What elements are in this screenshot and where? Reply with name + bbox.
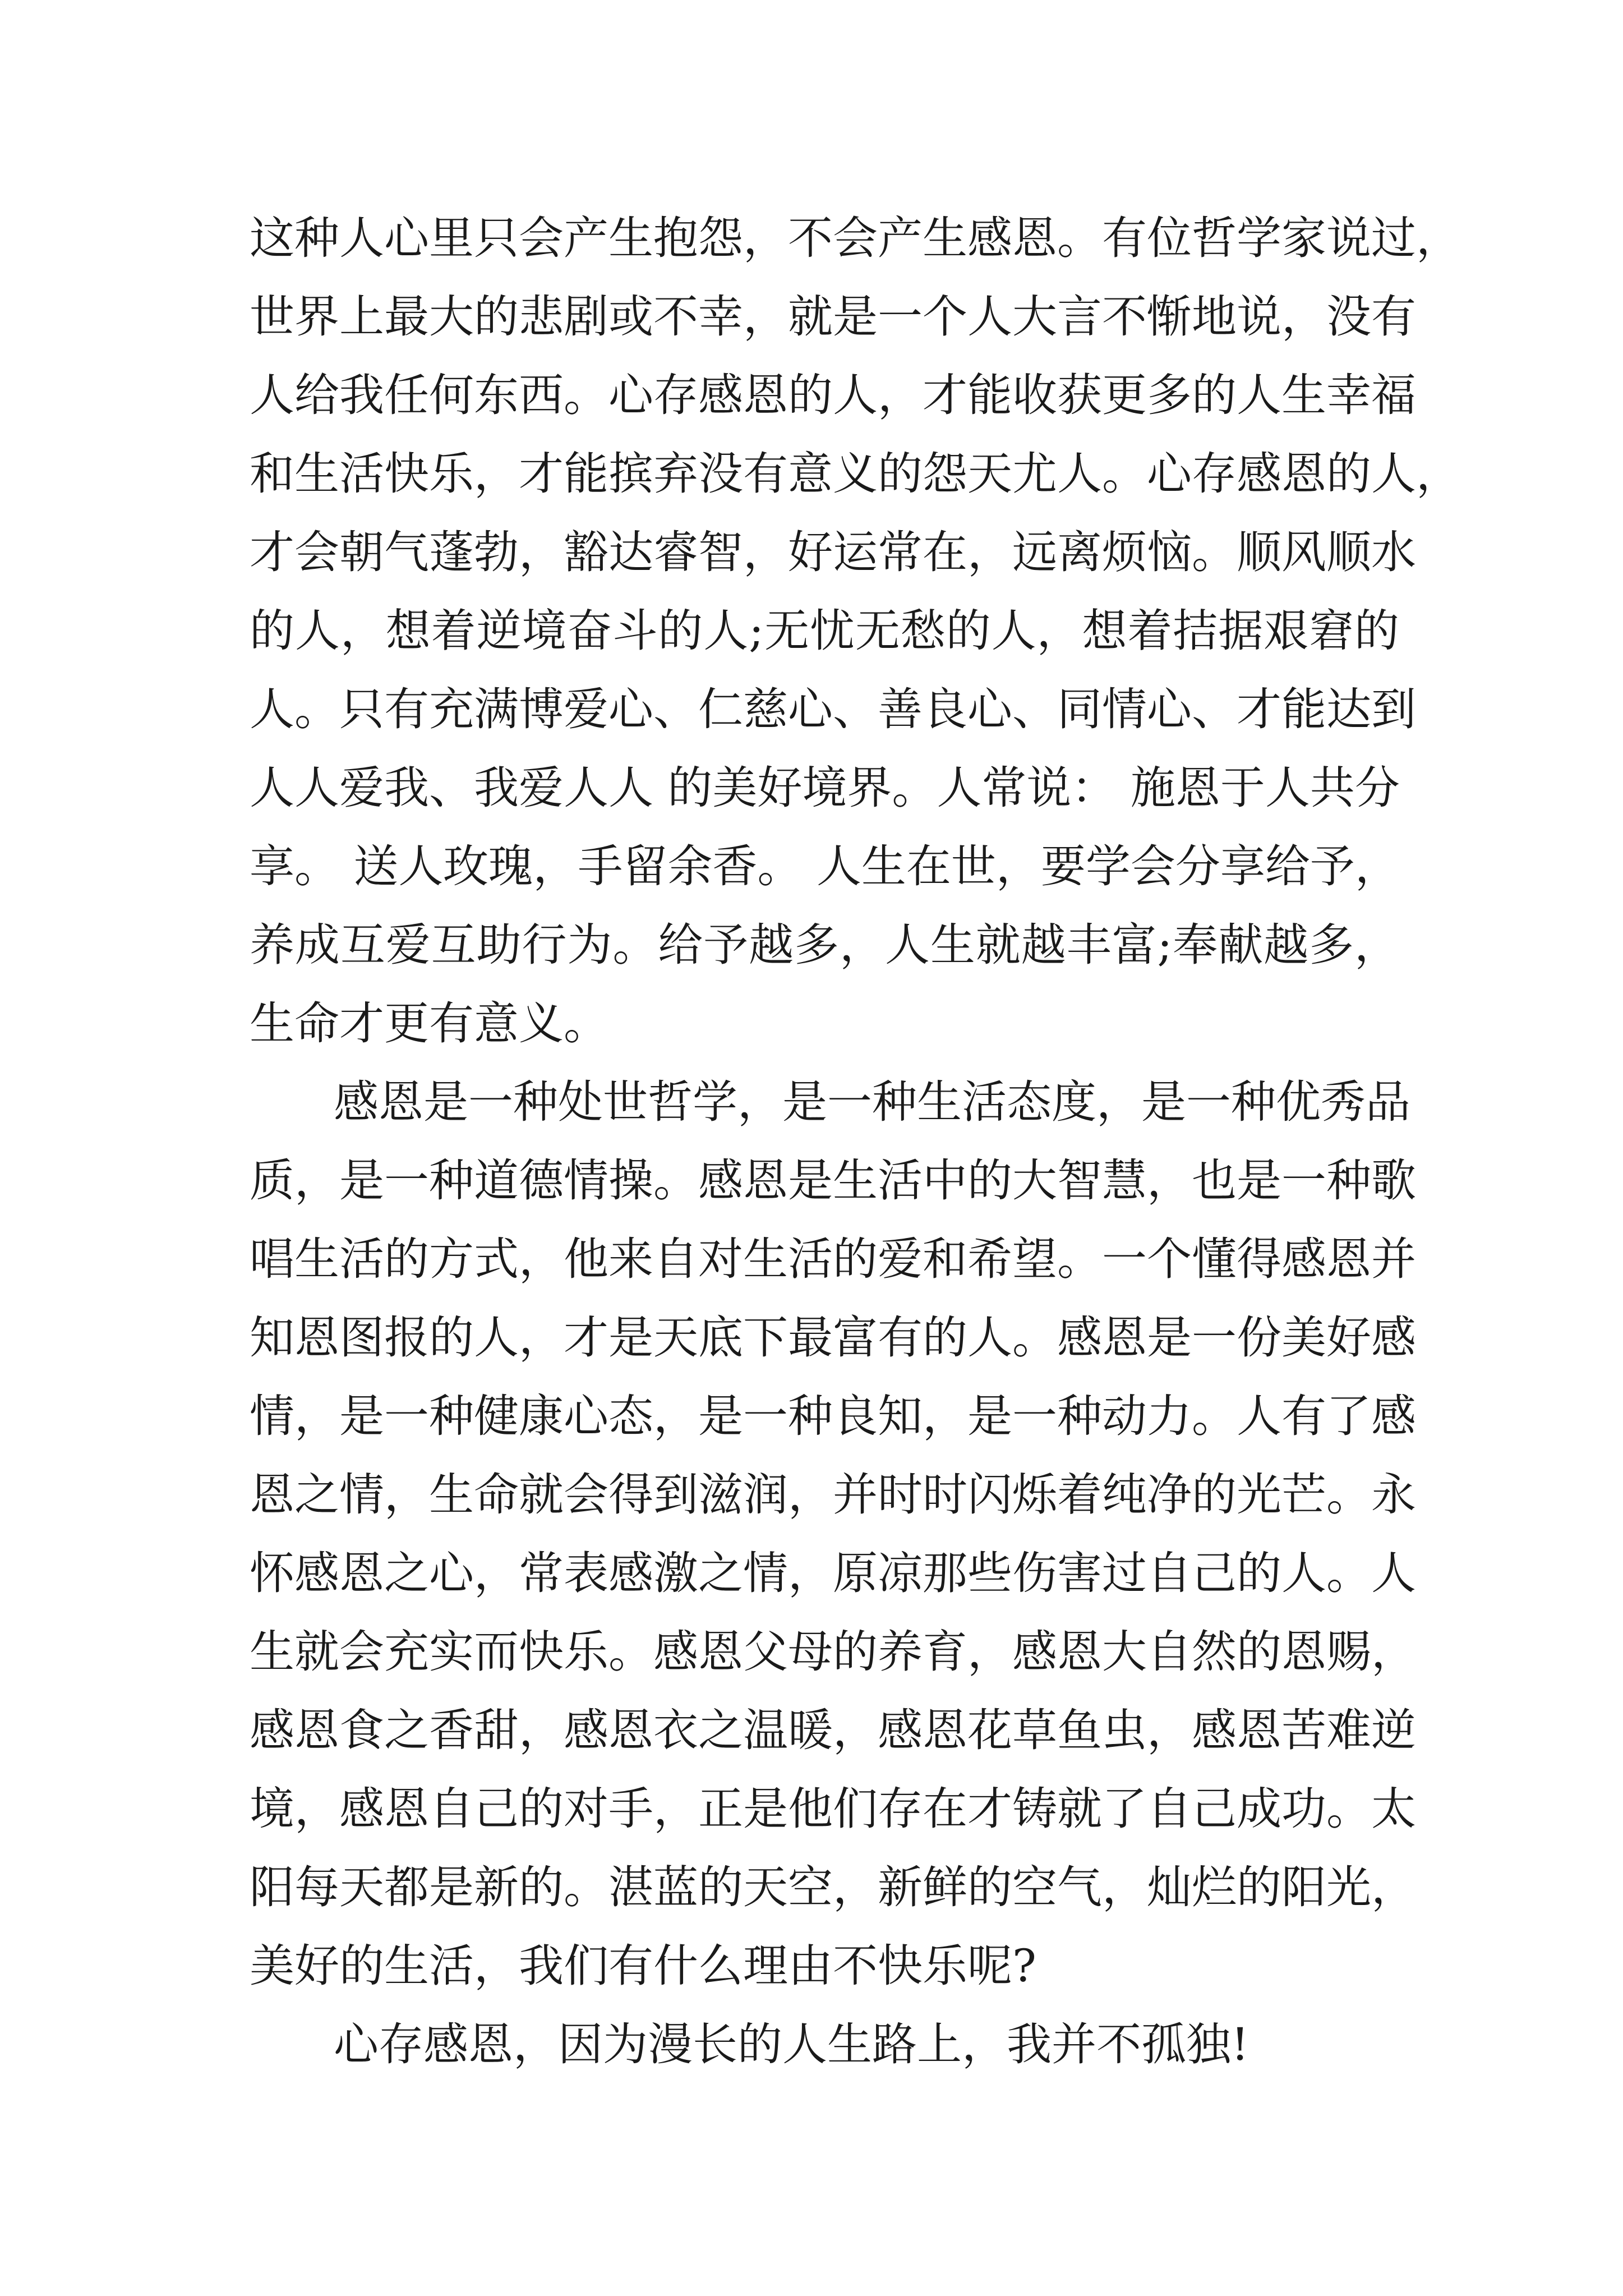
text-line: 唱生活的方式，他来自对生活的爱和希望。一个懂得感恩并 [250,1233,1416,1285]
text-line: 和生活快乐，才能摈弃没有意义的怨天尤人。心存感恩的人， [250,448,1461,500]
text-line: 怀感恩之心，常表感激之情，原凉那些伤害过自己的人。人 [250,1547,1416,1599]
text-line: 生命才更有意义。 [250,997,608,1050]
text-line: 情，是一种健康心态，是一种良知，是一种动力。人有了感 [250,1390,1416,1442]
text-line: 享。 送人玫瑰，手留余香。 人生在世，要学会分享给予， [250,840,1400,892]
text-line: 养成互爱互助行为。给予越多，人生就越丰富;奉献越多， [250,919,1399,971]
text-line: 恩之情，生命就会得到滋润，并时时闪烁着纯净的光芒。永 [250,1469,1416,1521]
text-line: 人。只有充满博爱心、仁慈心、善良心、同情心、才能达到 [250,683,1416,735]
text-line: 这种人心里只会产生抱怨，不会产生感恩。有位哲学家说过， [250,212,1461,264]
text-line: 的人，想着逆境奋斗的人;无忧无愁的人，想着拮据艰窘的 [250,605,1399,657]
text-line: 才会朝气蓬勃，豁达睿智，好运常在，远离烦恼。顺风顺水 [250,526,1416,578]
text-line: 人给我任何东西。心存感恩的人，才能收获更多的人生幸福 [250,369,1416,421]
text-line: 生就会充实而快乐。感恩父母的养育，感恩大自然的恩赐， [250,1626,1416,1678]
text-line: 质，是一种道德情操。感恩是生活中的大智慧，也是一种歌 [250,1154,1416,1207]
text-line: 世界上最大的悲剧或不幸，就是一个人大言不惭地说，没有 [250,291,1416,343]
text-line: 感恩食之香甜，感恩衣之温暖，感恩花草鱼虫，感恩苦难逆 [250,1704,1416,1756]
text-line: 境，感恩自己的对手，正是他们存在才铸就了自己成功。太 [250,1783,1416,1835]
paragraph-first-line: 感恩是一种处世哲学，是一种生活态度，是一种优秀品 [334,1076,1410,1128]
text-line: 人人爱我、我爱人人 的美好境界。人常说： 施恩于人共分 [250,762,1400,814]
paragraph-first-line: 心存感恩，因为漫长的人生路上，我并不孤独! [334,2018,1249,2070]
text-line: 阳每天都是新的。湛蓝的天空，新鲜的空气，灿烂的阳光， [250,1861,1416,1913]
text-line: 知恩图报的人，才是天底下最富有的人。感恩是一份美好感 [250,1312,1416,1364]
text-line: 美好的生活，我们有什么理由不快乐呢? [250,1940,1036,1992]
